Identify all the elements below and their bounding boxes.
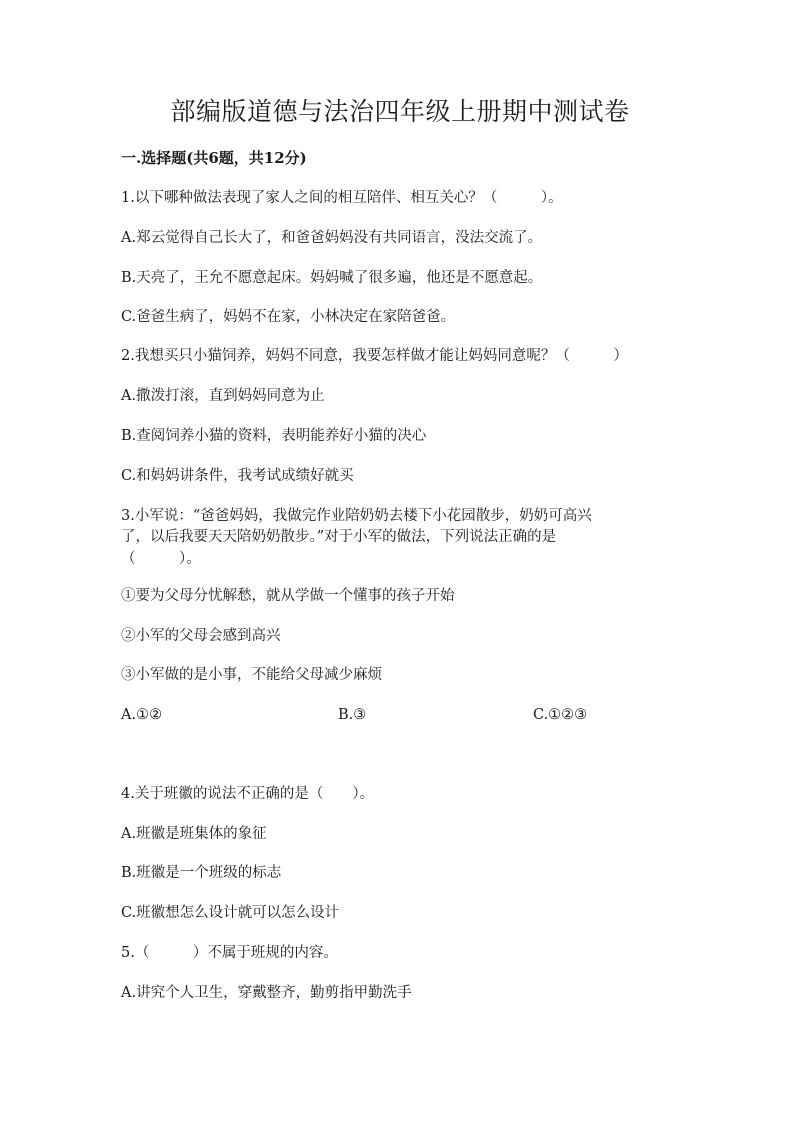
question-5-option-a: A.讲究个人卫生，穿戴整齐，勤剪指甲勤洗手 xyxy=(121,985,412,1001)
question-3-stem-line2: 了，以后我要天天陪奶奶散步。”对于小军的做法，下列说法正确的是 xyxy=(121,529,557,545)
question-3-option-b: B.③ xyxy=(338,707,367,723)
question-1-option-b: B.天亮了，王允不愿意起床。妈妈喊了很多遍，他还是不愿意起。 xyxy=(121,270,543,286)
question-3-statement-3: ③小军做的是小事，不能给父母减少麻烦 xyxy=(121,667,382,683)
question-1-option-c: C.爸爸生病了，妈妈不在家，小林决定在家陪爸爸。 xyxy=(121,309,456,325)
question-2-option-c: C.和妈妈讲条件，我考试成绩好就买 xyxy=(121,468,354,484)
question-2-option-a: A.撒泼打滚，直到妈妈同意为止 xyxy=(121,388,325,404)
question-3-statement-1: ①要为父母分忧解愁，就从学做一个懂事的孩子开始 xyxy=(121,588,455,604)
question-3-option-a: A.①② xyxy=(121,707,163,723)
question-4-stem: 4.关于班徽的说法不正确的是（ ）。 xyxy=(121,786,375,802)
question-3-statement-2: ②小军的父母会感到高兴 xyxy=(121,628,281,644)
section-heading: 一.选择题(共6题，共12分) xyxy=(121,149,307,167)
question-1-option-a: A.郑云觉得自己长大了，和爸爸妈妈没有共同语言，没法交流了。 xyxy=(121,230,543,246)
question-4-option-a: A.班徽是班集体的象征 xyxy=(121,826,267,842)
question-4-option-c: C.班徽想怎么设计就可以怎么设计 xyxy=(121,905,340,921)
question-4-option-b: B.班徽是一个班级的标志 xyxy=(121,865,282,881)
page-title: 部编版道德与法治四年级上册期中测试卷 xyxy=(170,97,630,126)
question-2-stem: 2.我想买只小猫饲养，妈妈不同意，我要怎样做才能让妈妈同意呢？（ ） xyxy=(121,348,628,364)
question-2-option-b: B.查阅饲养小猫的资料，表明能养好小猫的决心 xyxy=(121,428,427,444)
question-3-stem-line3: （ ）。 xyxy=(121,551,201,567)
question-1-stem: 1.以下哪种做法表现了家人之间的相互陪伴、相互关心？（ ）。 xyxy=(121,190,563,206)
question-3-stem-line1: 3.小军说：“爸爸妈妈，我做完作业陪奶奶去楼下小花园散步，奶奶可高兴 xyxy=(121,508,592,524)
question-5-stem: 5.（ ）不属于班规的内容。 xyxy=(121,945,338,961)
question-3-option-c: C.①②③ xyxy=(533,707,588,723)
